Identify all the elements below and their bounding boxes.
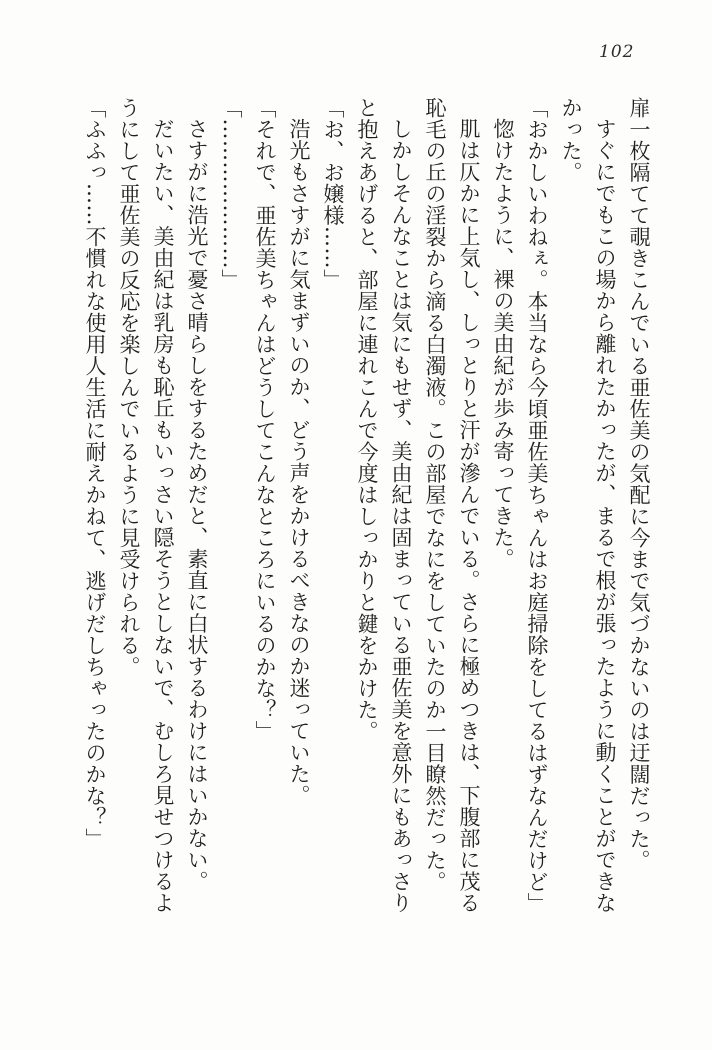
page-text-block xyxy=(78,97,656,955)
text-line: と抱えあげると、部屋に連れこんで今度はしっかりと鍵をかけた。 xyxy=(355,97,379,742)
text-line: 「…………………」 xyxy=(219,97,243,291)
text-line: さすがに浩光で憂さ晴らしをするためだと、素直に白状するわけにはいかない。 xyxy=(185,118,209,892)
text-line: 扉一枚隔てて覗きこんでいる亜佐美の気配に今まで気づかないのは迂闊だった。 xyxy=(627,97,651,871)
text-line: 恥毛の丘の淫裂から滴る白濁液。この部屋でなにをしていたのか一目瞭然だった。 xyxy=(423,97,447,893)
text-line: 「お、お嬢様……」 xyxy=(321,97,345,291)
text-line: 「ふふっ……不慣れな使用人生活に耐えかねて、逃げだしちゃったのかな？」 xyxy=(83,97,107,850)
text-line: 「それで、亜佐美ちゃんはどうしてこんなところにいるのかな？」 xyxy=(253,97,277,742)
text-line: 「おかしいわねぇ。本当なら今頃亜佐美ちゃんはお庭掃除をしてるはずなんだけど」 xyxy=(525,97,549,914)
text-line: うにして亜佐美の反応を楽しんでいるように見受けられる。 xyxy=(117,97,141,678)
text-line: 浩光もさすがに気まずいのか、どう声をかけるべきなのか迷っていた。 xyxy=(287,118,311,806)
text-line: 肌は仄かに上気し、しっとりと汗が滲んでいる。さらに極めつきは、下腹部に茂る xyxy=(457,118,481,914)
text-line: すぐにでもこの場から離れたかったが、まるで根が張ったように動くことができな xyxy=(593,118,617,914)
page-number: 102 xyxy=(599,42,635,62)
text-line: かった。 xyxy=(559,97,583,183)
text-line: 惚けたように、裸の美由紀が歩み寄ってきた。 xyxy=(491,118,515,570)
text-line: だいたい、美由紀は乳房も恥丘もいっさい隠そうとしないで、むしろ見せつけるよ xyxy=(151,118,175,914)
text-line: しかしそんなことは気にもせず、美由紀は固まっている亜佐美を意外にもあっさり xyxy=(389,118,413,914)
